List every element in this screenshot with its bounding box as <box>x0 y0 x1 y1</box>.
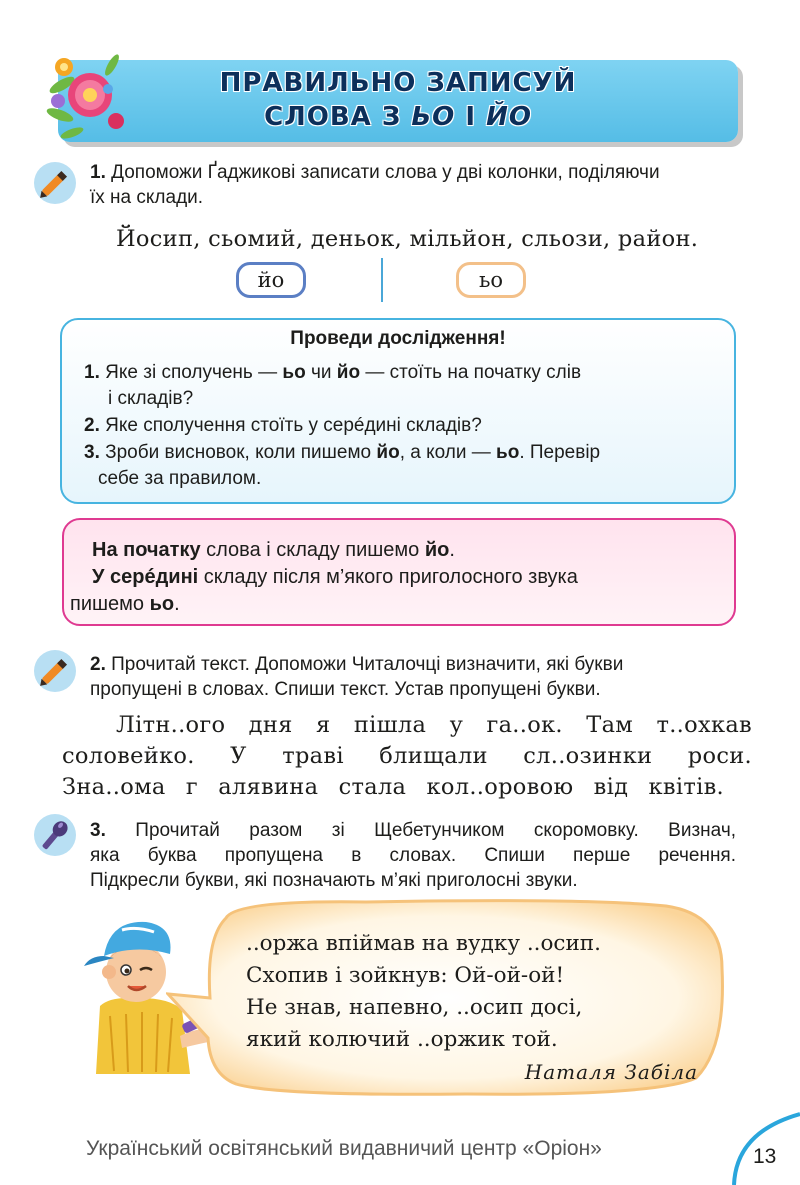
research-question-3 <box>84 440 730 492</box>
rule-dot-2: . <box>174 593 180 615</box>
q3-text-a: Зроби висновок, коли пишемо <box>105 442 372 463</box>
task-number: 2. <box>90 654 106 675</box>
task-1-instructions <box>90 160 770 210</box>
title-yo: ЙО <box>486 102 532 132</box>
research-title: Проведи дослідження! <box>290 328 506 349</box>
poem <box>246 928 706 1088</box>
rule-bold-start: На початку <box>92 539 201 561</box>
word-list: Йосип, сьомий, деньок, мільйон, сльози, район. <box>116 226 699 252</box>
pen-icon <box>32 648 78 694</box>
research-question-1 <box>84 360 724 412</box>
column-yo-label: йо <box>236 262 306 298</box>
q1-text-b: чи <box>310 362 332 383</box>
poem-author: Наталя Забіла <box>524 1060 698 1084</box>
reading-line-2: соловейко. У траві блищали сл..озинки роси. <box>62 743 752 769</box>
q2-text: Яке сполучення стоїть у серéдині складів? <box>105 415 482 436</box>
pen-icon <box>32 160 78 206</box>
q3-bold-a: йо <box>376 442 400 463</box>
q1-bold-a: ьо <box>282 362 306 383</box>
task-2-line-2: пропущені в словах. Спиши текст. Устав пропущені букви. <box>90 679 601 700</box>
rule-text-2: складу після м’якого приголосного звука <box>203 566 578 588</box>
rule-bold-middle: У серéдині <box>92 566 199 588</box>
rule-line-1 <box>92 536 732 564</box>
task-3-line-3: Підкресли букви, які позначають м’які приголосні звуки. <box>90 870 578 891</box>
q3-line-2: себе за правилом. <box>98 468 262 489</box>
q3-text-c: . Перевір <box>519 442 601 463</box>
title-line-1: ПРАВИЛЬНО ЗАПИСУЙ <box>219 68 577 98</box>
title-and: І <box>455 102 487 132</box>
q3-text-b: , а коли — <box>399 442 491 463</box>
task-3-line-1: Прочитай разом зі Щебетунчиком скоромовку. Визнач, <box>135 820 736 841</box>
q3-bold-b: ьо <box>496 442 520 463</box>
column-soft-yo-label: ьо <box>456 262 526 298</box>
rule-yo: йо <box>424 539 450 561</box>
reading-text <box>62 710 752 803</box>
reading-line-3: Зна..ома г алявина стала кол..оровою від квітів. <box>62 774 724 800</box>
question-number: 2. <box>84 415 100 436</box>
task-1-line-1: Допоможи Ґаджикові записати слова у дві колонки, поділяючи <box>111 162 660 183</box>
poem-line-3: Не знав, напевно, ..осип досі, <box>246 995 583 1020</box>
q1-text-c: — стоїть на початку слів <box>365 362 582 383</box>
task-3-line-2: яка буква пропущена в словах. Спиши перше речення. <box>90 845 736 866</box>
microphone-icon <box>32 812 78 858</box>
q1-line-2: і складів? <box>108 388 194 409</box>
rule-line-2 <box>92 563 732 591</box>
rule-soft-yo: ьо <box>149 593 175 615</box>
publisher-footer: Український освітянський видавничий центр «Оріон» <box>86 1137 602 1160</box>
poem-line-4: який колючий ..оржик той. <box>246 1027 558 1052</box>
q1-text-a: Яке зі сполучень — <box>105 362 278 383</box>
q1-bold-b: йо <box>336 362 361 383</box>
poem-line-1: ..оржа впіймав на вудку ..осип. <box>246 931 601 956</box>
poem-line-2: Схопив і зойкнув: Ой-ой-ой! <box>246 963 565 988</box>
task-3-instructions <box>90 818 736 893</box>
task-1-line-2: їх на склади. <box>90 187 204 208</box>
rule-line-3 <box>70 590 710 618</box>
rule-dot-1: . <box>449 539 455 561</box>
title-prefix: СЛОВА З <box>264 102 412 132</box>
question-number: 1. <box>84 362 100 383</box>
rule-text-3: пишемо <box>70 593 145 615</box>
title-yo-soft: ЬО <box>411 102 456 132</box>
page-number: 13 <box>753 1145 777 1168</box>
task-2-instructions <box>90 652 770 702</box>
task-number: 1. <box>90 162 106 183</box>
task-2-line-1: Прочитай текст. Допоможи Читалочці визначити, які букви <box>111 654 624 675</box>
rule-text-1: слова і складу пишемо <box>206 539 420 561</box>
reading-line-1: Літн..ого дня я пішла у га..ок. Там т..охкав <box>116 712 752 738</box>
research-question-2 <box>84 413 724 439</box>
question-number: 3. <box>84 442 100 463</box>
task-number: 3. <box>90 820 106 841</box>
title-line-2 <box>58 100 738 134</box>
page-title <box>58 66 738 134</box>
column-divider <box>381 258 383 302</box>
